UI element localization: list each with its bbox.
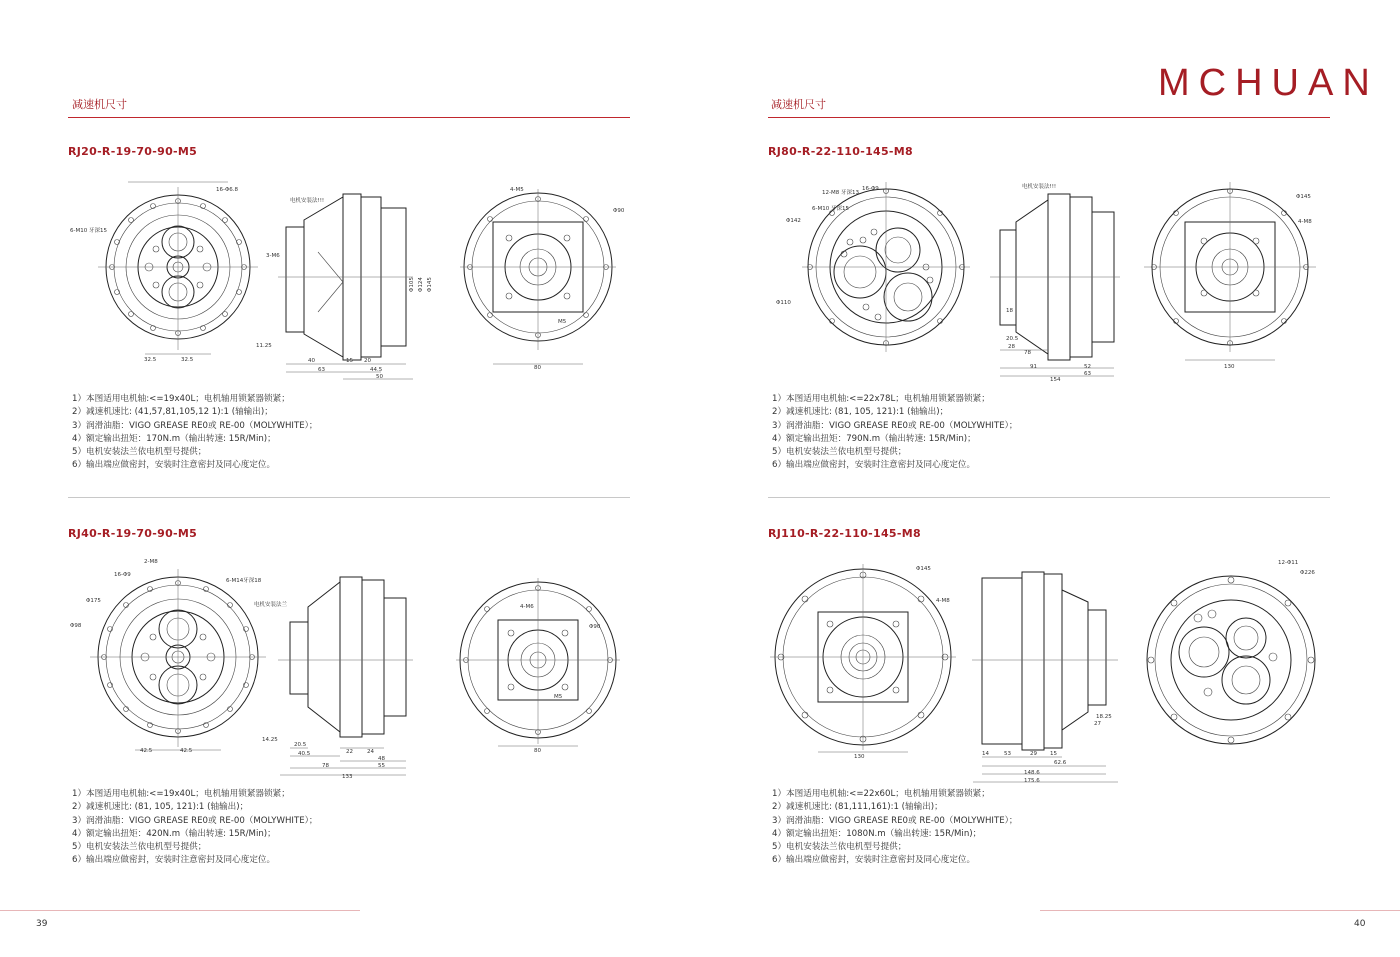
- rj20-tap-spec: 3-M6: [266, 253, 280, 259]
- rj20-pitch-left: 32.5: [144, 357, 157, 363]
- rj20-bolt-spec: 16-Φ6.8: [216, 187, 239, 193]
- rj110-dim-53: 53: [1004, 751, 1011, 757]
- rj40-note-6: 6）输出端应做密封，安装时注意密封及同心度定位。: [72, 855, 276, 866]
- rj80-dim-28: 28: [1008, 344, 1015, 350]
- rj20-dim-63: 63: [318, 367, 325, 373]
- rj110-dia-145: Φ145: [916, 566, 931, 572]
- rj110-face-tap: 4-M8: [936, 598, 950, 604]
- rj20-note-2: 2）减速机速比: (41,57,81,105,12 1):1 (轴输出)；: [72, 407, 273, 418]
- rj40-note-3: 3）润滑油脂：VIGO GREASE RE0或 RE-00（MOLYWHITE）；: [72, 815, 318, 826]
- right-divider: [768, 497, 1330, 498]
- rj20-note-6: 6）输出端应做密封，安装时注意密封及同心度定位。: [72, 460, 276, 471]
- rj40-dim-80: 80: [534, 748, 541, 754]
- rj20-dia-124: Φ124: [418, 277, 424, 292]
- rj20-motor-tap: M5: [558, 319, 567, 325]
- rj20-drawing: [68, 172, 638, 387]
- rj80-dia-145: Φ145: [1296, 194, 1311, 200]
- rj80-dia-110: Φ110: [776, 300, 791, 306]
- rj20-dim-50: 50: [376, 374, 383, 380]
- left-header-rule: [68, 117, 630, 118]
- rj110-notes: [772, 788, 1018, 868]
- rj40-dim-48: 48: [378, 756, 385, 762]
- rj40-notes: [72, 788, 318, 868]
- rj110-note-2: 2）减速机速比: (81,111,161):1 (轴输出)；: [772, 802, 943, 813]
- rj80-drawing: [768, 172, 1338, 387]
- rj20-note-3: 3）润滑油脂：VIGO GREASE RE0或 RE-00（MOLYWHITE）；: [72, 420, 318, 431]
- rj40-bolt-spec: 16-Φ9: [114, 572, 131, 578]
- rj20-dia-90: Φ90: [613, 208, 625, 214]
- rj80-dim-18: 18: [1006, 308, 1013, 314]
- rj40-note-5: 5）电机安装法兰依电机型号提供；: [72, 842, 207, 853]
- rj80-note-2: 2）减速机速比: (81, 105, 121):1 (轴输出)；: [772, 407, 949, 418]
- rj80-note-4: 4）额定输出扭矩：790N.m（输出转速: 15R/Min)；: [772, 433, 976, 444]
- rj80-note-6: 6）输出端应做密封，安装时注意密封及同心度定位。: [772, 460, 976, 471]
- rj40-pitch-left: 42.5: [140, 748, 153, 754]
- rj110-bolt-spec: 12-Φ11: [1278, 560, 1299, 566]
- rj40-mount-flange-label: 电机安装法兰: [254, 602, 288, 608]
- model-title-rj80: RJ80-R-22-110-145-M8: [768, 145, 913, 158]
- rj80-dim-63: 63: [1084, 371, 1091, 377]
- model-title-rj40: RJ40-R-19-70-90-M5: [68, 527, 198, 540]
- rj20-front-view: [98, 182, 258, 354]
- rj80-dia-142: Φ142: [786, 218, 801, 224]
- rj80-note-5: 5）电机安装法兰依电机型号提供；: [772, 447, 907, 458]
- rj110-dim-14: 14: [982, 751, 989, 757]
- model-title-rj110: RJ110-R-22-110-145-M8: [768, 527, 921, 540]
- rj20-note-1: 1）本图适用电机轴:<=19x40L；电机轴用锁紧器锁紧；: [72, 394, 290, 404]
- rj20-mount-flange-label: 电机安装法!!!: [290, 198, 325, 204]
- right-page-number: 40: [1354, 919, 1366, 929]
- model-title-rj20: RJ20-R-19-70-90-M5: [68, 145, 198, 158]
- right-header-rule: [768, 117, 1330, 118]
- rj40-tap-spec: 2-M8: [144, 559, 158, 565]
- rj110-dia-226: Φ226: [1300, 570, 1315, 576]
- rj110-dim-62-6: 62.6: [1054, 760, 1067, 766]
- right-section-title: 减速机尺寸: [771, 98, 826, 111]
- rj80-note-1: 1）本图适用电机轴:<=22x78L；电机轴用锁紧器锁紧；: [772, 394, 990, 404]
- rj40-rear-view: [456, 578, 620, 746]
- rj80-face-tap: 4-M8: [1298, 219, 1312, 225]
- rj110-rear-view: [1147, 576, 1315, 744]
- left-section-title: 减速机尺寸: [72, 98, 127, 111]
- rj40-face-tap: 4-M6: [520, 604, 534, 610]
- rj80-dim-78: 78: [1024, 350, 1031, 356]
- rj110-dim-175-6: 175.6: [1024, 778, 1040, 784]
- left-footer-rule: [0, 910, 360, 911]
- rj110-dim-148-6: 148.6: [1024, 770, 1040, 776]
- rj110-note-3: 3）润滑油脂：VIGO GREASE RE0或 RE-00（MOLYWHITE）；: [772, 815, 1018, 826]
- rj20-dim-80: 80: [534, 365, 541, 371]
- brand-logo: MCHUAN: [1158, 62, 1379, 104]
- rj20-face-tap: 4-M5: [510, 187, 524, 193]
- rj20-side-view: [278, 194, 413, 379]
- left-page-number: 39: [36, 919, 48, 929]
- rj40-note-1: 1）本图适用电机轴:<=19x40L；电机轴用锁紧器锁紧；: [72, 789, 290, 799]
- rj40-dia-98: Φ98: [70, 623, 82, 629]
- rj40-note-2: 2）减速机速比: (81, 105, 121):1 (轴输出)；: [72, 802, 249, 813]
- rj40-dim-55: 55: [378, 763, 385, 769]
- rj80-dim-91: 91: [1030, 364, 1037, 370]
- rj110-side-view: [972, 572, 1118, 782]
- rj40-front-view: [90, 569, 266, 750]
- rj20-note-4: 4）额定输出扭矩：170N.m（输出转速: 15R/Min)；: [72, 433, 276, 444]
- rj80-dim-130: 130: [1224, 364, 1235, 370]
- rj80-bolt-spec: 16-Φ9: [862, 186, 879, 192]
- rj20-note-5: 5）电机安装法兰依电机型号提供；: [72, 447, 207, 458]
- rj20-thread-spec: 6-M10 牙深15: [70, 228, 107, 234]
- rj110-note-4: 4）额定输出扭矩：1080N.m（输出转速: 15R/Min)；: [772, 828, 982, 839]
- rj40-thread-spec: 6-M14牙深18: [226, 578, 262, 584]
- rj20-notes: [72, 393, 318, 473]
- rj80-dim-154: 154: [1050, 377, 1061, 383]
- rj20-pitch-right: 32.5: [181, 357, 194, 363]
- rj20-dim-15: 15: [346, 358, 353, 364]
- rj110-dim-18-25: 18.25: [1096, 714, 1112, 720]
- rj80-notes: [772, 393, 1018, 473]
- rj40-dia-175: Φ175: [86, 598, 101, 604]
- rj20-dia-105: Φ105: [409, 277, 415, 292]
- rj20-dia-145: Φ145: [427, 277, 433, 292]
- rj20-rear-view: [460, 189, 616, 364]
- rj40-dim-40-5: 40.5: [298, 751, 311, 757]
- rj110-front-view: [770, 564, 956, 752]
- rj110-dim-130: 130: [854, 754, 865, 760]
- rj110-dim-27: 27: [1094, 721, 1101, 727]
- rj40-dim-24: 24: [367, 749, 374, 755]
- rj40-dim-20-5: 20.5: [294, 742, 307, 748]
- rj110-drawing: [768, 552, 1338, 787]
- rj20-dim-11-25: 11.25: [256, 343, 272, 349]
- right-footer-rule: [1040, 910, 1400, 911]
- rj110-note-1: 1）本图适用电机轴:<=22x60L；电机轴用锁紧器锁紧；: [772, 789, 990, 799]
- rj20-dim-44-5: 44.5: [370, 367, 383, 373]
- rj80-note-3: 3）润滑油脂：VIGO GREASE RE0或 RE-00（MOLYWHITE）；: [772, 420, 1018, 431]
- rj80-dim-52: 52: [1084, 364, 1091, 370]
- rj80-rear-view: [1144, 182, 1316, 360]
- rj40-dim-14-25: 14.25: [262, 737, 278, 743]
- rj20-dim-20: 20: [364, 358, 371, 364]
- rj40-dia-90: Φ90: [589, 624, 601, 630]
- rj80-tap-spec: 6-M10 牙深15: [812, 206, 849, 212]
- left-divider: [68, 497, 630, 498]
- rj40-motor-tap: M5: [554, 694, 563, 700]
- rj80-mount-flange-label: 电机安装法!!!: [1022, 184, 1057, 190]
- rj20-dim-40: 40: [308, 358, 315, 364]
- rj40-dim-133: 133: [342, 774, 353, 780]
- rj40-dim-78: 78: [322, 763, 329, 769]
- rj110-dim-15: 15: [1050, 751, 1057, 757]
- rj80-thread-spec: 12-M8 牙深13: [822, 190, 859, 196]
- rj40-note-4: 4）额定输出扭矩：420N.m（输出转速: 15R/Min)；: [72, 828, 276, 839]
- rj40-dim-22: 22: [346, 749, 353, 755]
- rj110-note-6: 6）输出端应做密封，安装时注意密封及同心度定位。: [772, 855, 976, 866]
- rj110-dim-29: 29: [1030, 751, 1037, 757]
- rj80-dim-20-5: 20.5: [1006, 336, 1019, 342]
- rj40-pitch-right: 42.5: [180, 748, 193, 754]
- rj40-drawing: [68, 552, 638, 782]
- rj110-note-5: 5）电机安装法兰依电机型号提供；: [772, 842, 907, 853]
